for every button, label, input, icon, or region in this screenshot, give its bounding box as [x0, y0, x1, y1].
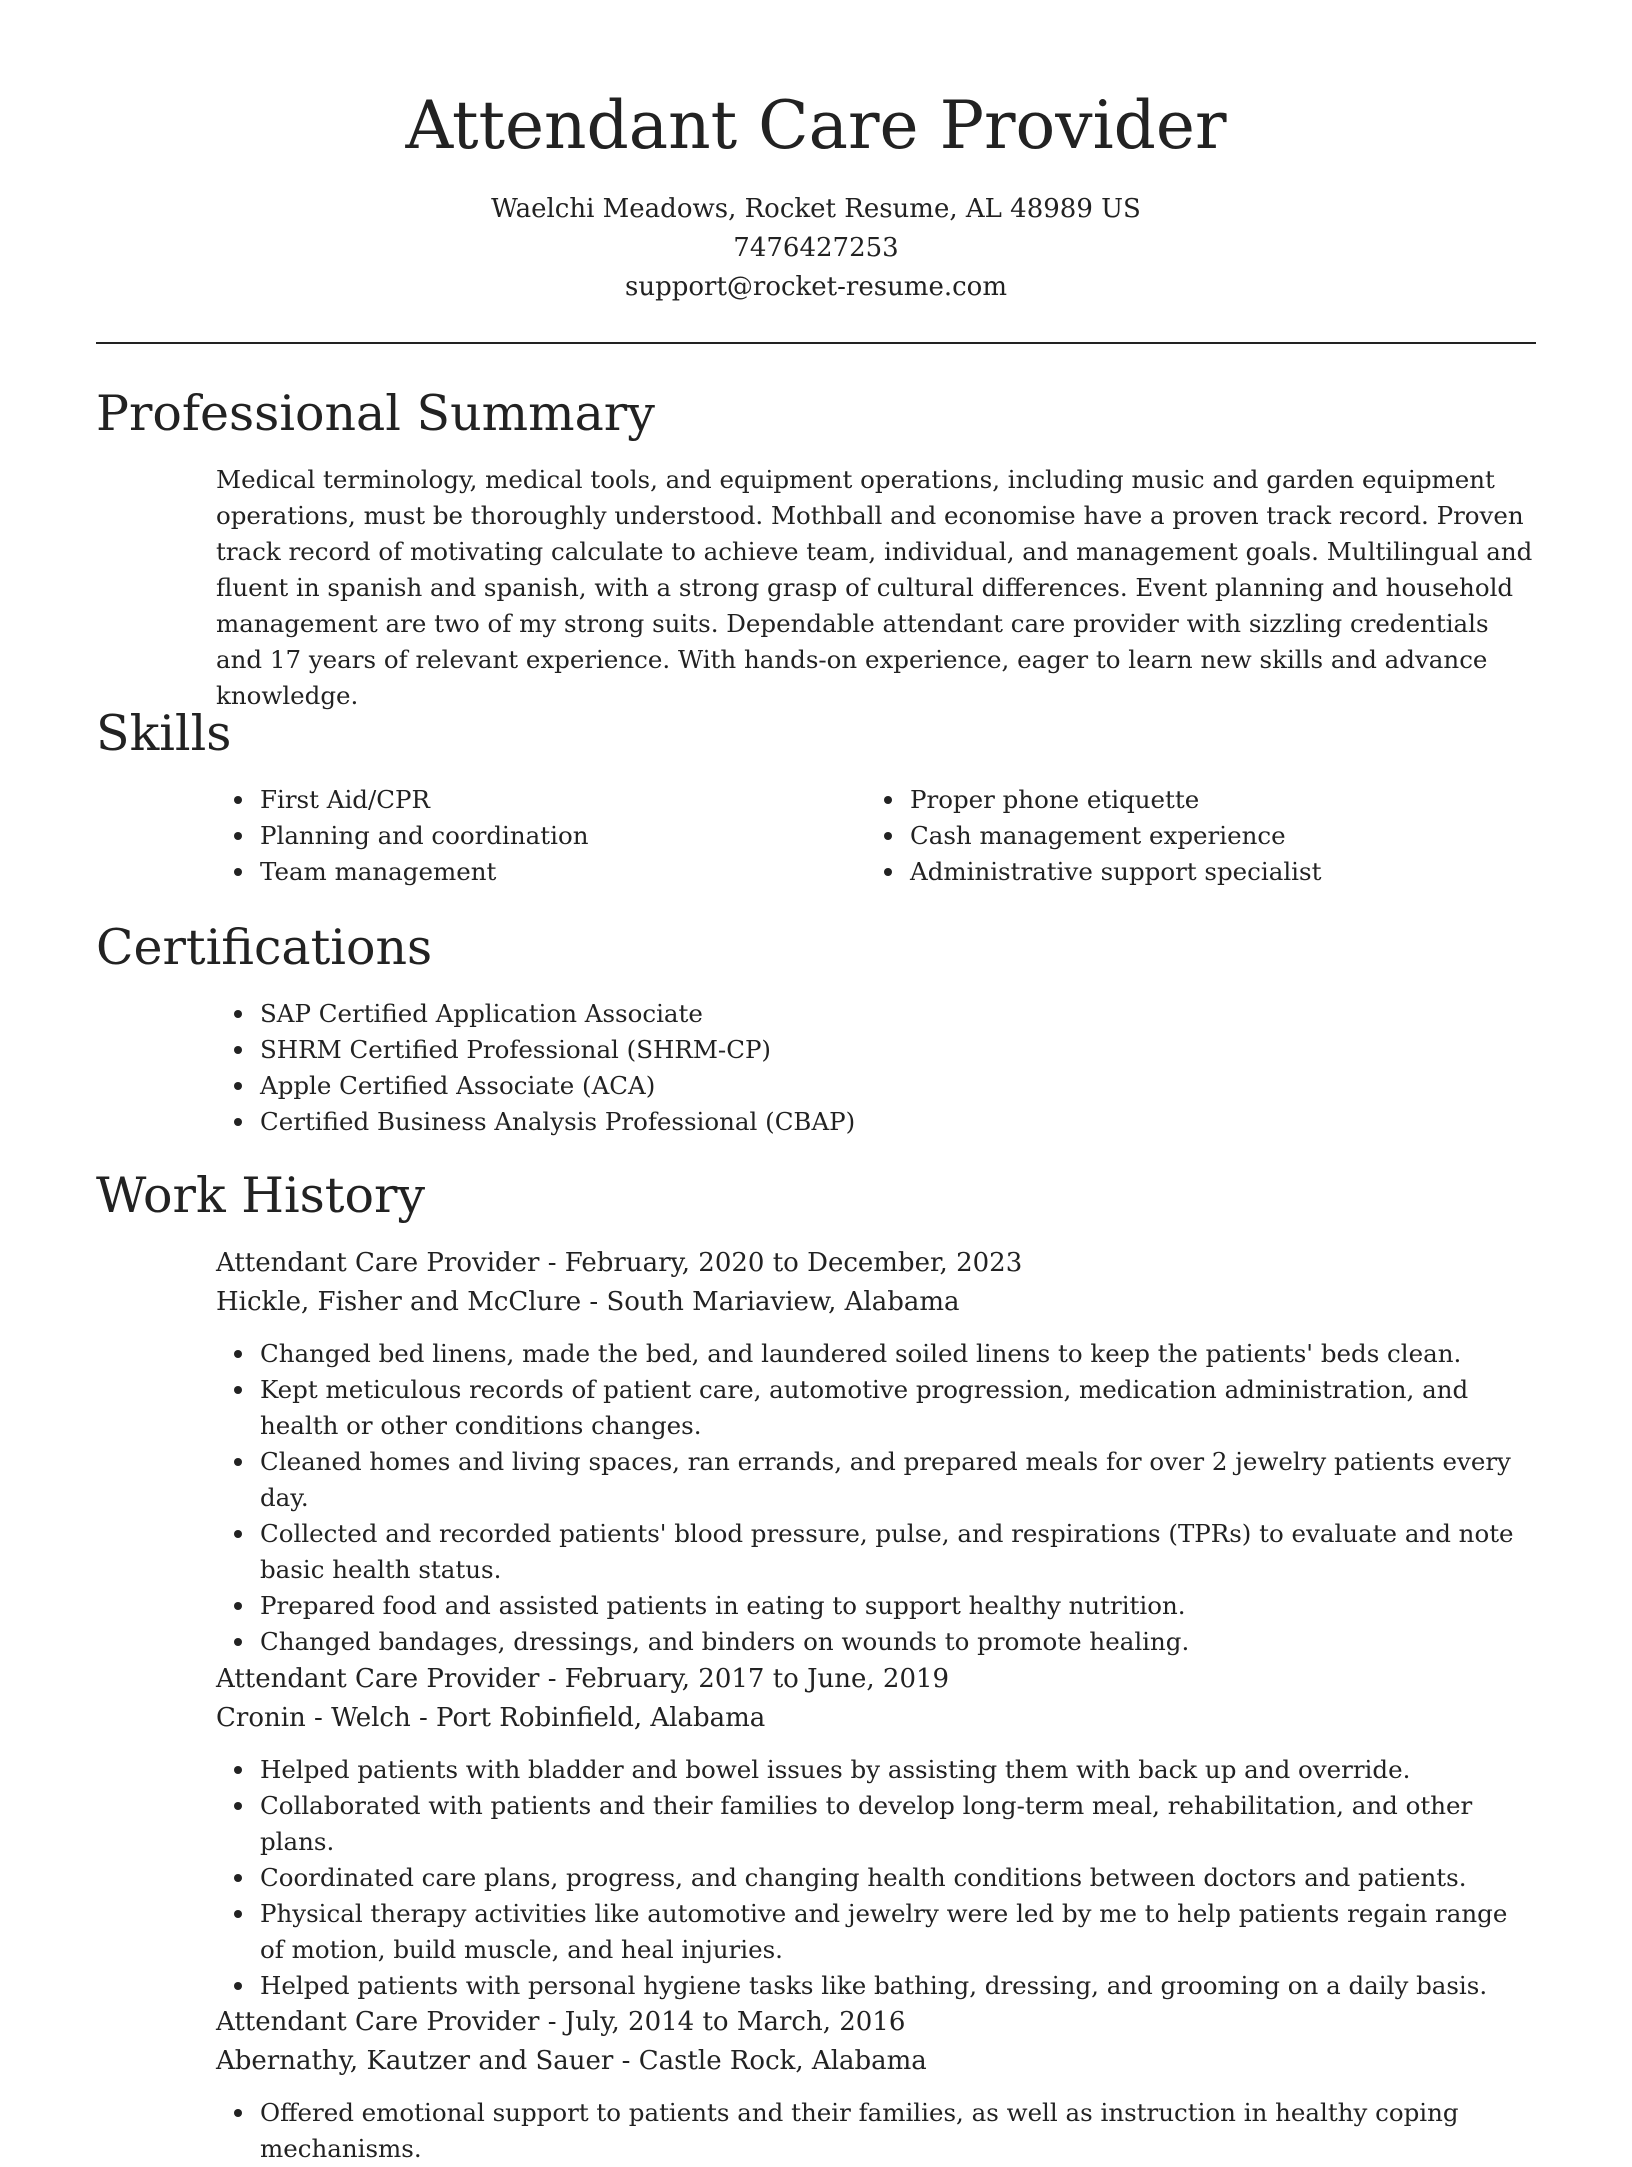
job-entry [216, 1244, 1536, 1660]
job-company-line [216, 2042, 1536, 2081]
job-company: Cronin - Welch [216, 1703, 411, 1733]
certification-item: SHRM Certified Professional (SHRM-CP) [216, 1032, 855, 1068]
job-title-line [216, 1244, 1536, 1283]
job-bullet: Physical therapy activities like automotive and jewelry were led by me to help patients regain range of motion, build muscle, and heal injuries. [216, 1896, 1536, 1968]
job-company: Abernathy, Kautzer and Sauer [216, 2046, 614, 2076]
job-bullet: Prepared food and assisted patients in eating to support healthy nutrition. [216, 1588, 1536, 1624]
skill-item: Proper phone etiquette [866, 782, 1526, 818]
resume-name: Attendant Care Provider [405, 87, 1227, 164]
certification-item: Apple Certified Associate (ACA) [216, 1068, 855, 1104]
certification-item: SAP Certified Application Associate [216, 996, 855, 1032]
work-history-heading: Work History [96, 1167, 426, 1224]
job-title: Attendant Care Provider [216, 1664, 540, 1694]
skill-item: Planning and coordination [216, 818, 836, 854]
job-bullets [216, 2095, 1536, 2167]
job-location: - Castle Rock, Alabama [613, 2046, 927, 2076]
skill-item: Team management [216, 854, 836, 890]
job-dates: - February, 2017 to June, 2019 [539, 1664, 950, 1694]
job-bullet: Offered emotional support to patients and their families, as well as instruction in healthy coping mechanisms. [216, 2095, 1536, 2167]
header-divider [96, 342, 1536, 344]
contact-block [0, 190, 1632, 307]
skills-list-left [216, 782, 836, 890]
job-location: - South Mariaview, Alabama [581, 1287, 960, 1317]
job-bullet: Collected and recorded patients' blood pressure, pulse, and respirations (TPRs) to evaluate and note basic health status. [216, 1516, 1536, 1588]
job-dates: - February, 2020 to December, 2023 [539, 1248, 1023, 1278]
job-bullet: Coordinated care plans, progress, and changing health conditions between doctors and patients. [216, 1860, 1536, 1896]
job-bullet: Cleaned homes and living spaces, ran errands, and prepared meals for over 2 jewelry patients every day. [216, 1444, 1536, 1516]
contact-phone: 7476427253 [733, 233, 899, 263]
summary-text: Medical terminology, medical tools, and equipment operations, including music and garden equipment operations, must be thoroughly understood. Mothball and economise have a proven track record. Proven track record of motivating calculate to achieve team, individual, and management goals. Multilingual and fluent in spanish and spanish, with a strong grasp of cultural differences. Event planning and household management are two of my strong suits. Dependable attendant care provider with sizzling credentials and 17 years of relevant experience. With hands-on experience, eager to learn new skills and advance knowledge. [216, 465, 1533, 710]
job-entry [216, 2003, 1536, 2167]
job-bullets [216, 1752, 1536, 2004]
skill-item: Administrative support specialist [866, 854, 1526, 890]
job-company-line [216, 1699, 1536, 1738]
job-title: Attendant Care Provider [216, 2007, 540, 2037]
skills-list-right [866, 782, 1526, 890]
contact-address: Waelchi Meadows, Rocket Resume, AL 48989 US [491, 194, 1141, 224]
job-bullets [216, 1336, 1536, 1660]
job-company: Hickle, Fisher and McClure [216, 1287, 582, 1317]
job-company-line [216, 1283, 1536, 1322]
job-bullet: Helped patients with personal hygiene tasks like bathing, dressing, and grooming on a daily basis. [216, 1968, 1536, 2004]
summary-heading: Professional Summary [96, 385, 655, 442]
job-location: - Port Robinfield, Alabama [410, 1703, 766, 1733]
job-dates: - July, 2014 to March, 2016 [539, 2007, 906, 2037]
skill-item: First Aid/CPR [216, 782, 836, 818]
certifications-heading: Certifications [96, 919, 433, 976]
job-bullet: Kept meticulous records of patient care, automotive progression, medication administration, and health or other conditions changes. [216, 1372, 1536, 1444]
job-title: Attendant Care Provider [216, 1248, 540, 1278]
contact-email: support@rocket-resume.com [624, 272, 1007, 302]
certification-item: Certified Business Analysis Professional (CBAP) [216, 1104, 855, 1140]
job-bullet: Changed bed linens, made the bed, and laundered soiled linens to keep the patients' beds clean. [216, 1336, 1536, 1372]
certifications-list [216, 996, 855, 1140]
job-entry [216, 1660, 1536, 2004]
skill-item: Cash management experience [866, 818, 1526, 854]
skills-heading: Skills [96, 705, 232, 762]
job-bullet: Helped patients with bladder and bowel issues by assisting them with back up and override. [216, 1752, 1536, 1788]
job-bullet: Changed bandages, dressings, and binders on wounds to promote healing. [216, 1624, 1536, 1660]
job-bullet: Collaborated with patients and their families to develop long-term meal, rehabilitation, and other plans. [216, 1788, 1536, 1860]
job-title-line [216, 2003, 1536, 2042]
job-title-line [216, 1660, 1536, 1699]
